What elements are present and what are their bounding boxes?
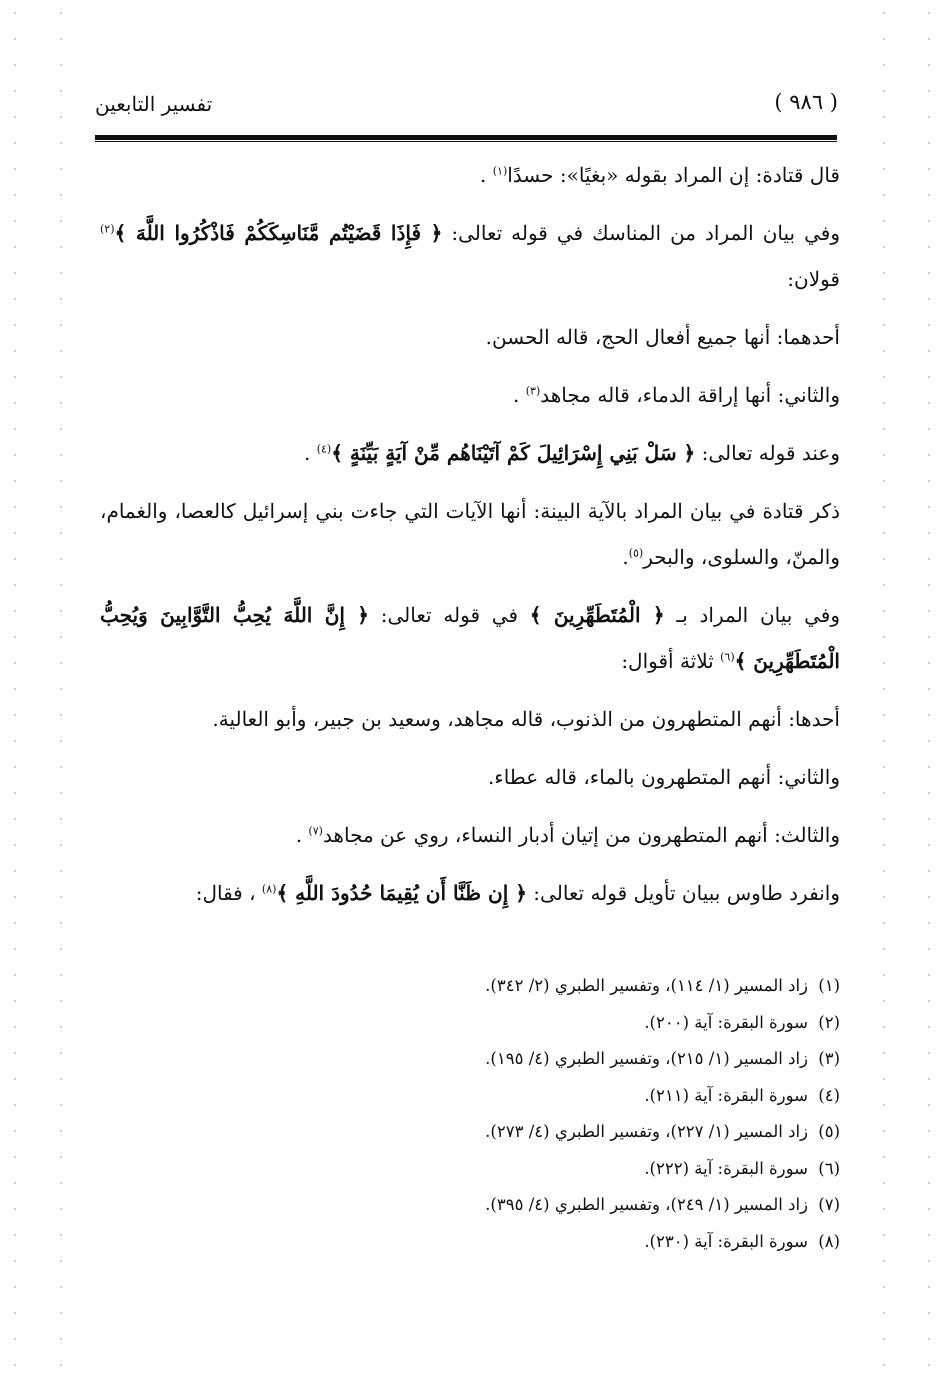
paragraph	[100, 430, 840, 476]
paragraph-text: وانفرد طاوس ببيان تأويل قوله تعالى:	[526, 881, 840, 905]
running-title: تفسير التابعين	[95, 92, 213, 116]
paragraph-text: ، فقال:	[195, 881, 262, 905]
footnote-text: زاد المسير (١/ ٢٢٧)، وتفسير الطبري (٤/ ٢٧٣).	[485, 1122, 808, 1141]
footnote-number: (٣)	[818, 1049, 840, 1068]
footnote-number: (٨)	[818, 1231, 840, 1251]
header-rule-thin	[95, 141, 837, 142]
footnote-reference: (٧)	[308, 824, 323, 838]
footnote-text: زاد المسير (١/ ٢٤٩)، وتفسير الطبري (٤/ ٣٩٥).	[485, 1195, 808, 1214]
footnote	[100, 1187, 840, 1224]
paragraph-text: .	[622, 545, 629, 569]
footnote-reference: (٢)	[100, 222, 115, 236]
paragraph	[100, 210, 840, 302]
quran-verse: ﴿ الْمُتَطَهِّرِينَ ﴾	[529, 603, 665, 627]
quran-verse: ﴿ سَلْ بَنِي إِسْرَائِيلَ كَمْ آتَيْنَاهُم مِّنْ آيَةٍ بَيِّنَةٍ ﴾	[331, 441, 696, 465]
page-header	[95, 88, 838, 136]
footnote-text: سورة البقرة: آية (٢٢٢).	[644, 1158, 808, 1178]
paragraph-text: قولان:	[787, 267, 840, 291]
paragraph	[100, 488, 840, 580]
footnote	[100, 1005, 840, 1042]
paragraph-text: وفي بيان المراد من المناسك في قوله تعالى:	[442, 221, 840, 245]
header-rule	[95, 135, 837, 140]
scan-edge-dots-right	[928, 0, 930, 1373]
footnote-number: (٧)	[818, 1195, 840, 1214]
paragraph	[100, 812, 840, 858]
footnote-reference: (٦)	[720, 650, 735, 664]
footnote-reference: (٣)	[525, 384, 541, 398]
paragraph-text: .	[303, 441, 317, 465]
footnote-text: سورة البقرة: آية (٢١١).	[644, 1085, 808, 1105]
quran-verse: ﴿ إِنَّ اللَّهَ يُحِبُّ التَّوَّابِينَ وَيُحِبُّ الْمُتَطَهِّرِينَ ﴾	[100, 603, 840, 673]
footnote-number: (٥)	[818, 1122, 840, 1141]
footnote-reference: (٥)	[628, 546, 644, 560]
paragraph-text: في قوله تعالى:	[369, 603, 530, 627]
footnote-text: سورة البقرة: آية (٢٠٠).	[644, 1012, 808, 1032]
paragraph-text: أحدها: أنهم المتطهرون من الذنوب، قاله مجاهد، وسعيد بن جبير، وأبو العالية.	[212, 707, 840, 731]
footnote-text: سورة البقرة: آية (٢٣٠).	[644, 1231, 808, 1251]
footnote	[100, 1041, 840, 1078]
paragraph	[100, 592, 840, 684]
body-text	[100, 152, 840, 928]
paragraph	[100, 372, 840, 418]
quran-verse: ﴿ إِن ظَنَّا أَن يُقِيمَا حُدُودَ اللَّهِ ﴾	[276, 881, 527, 905]
footnote	[100, 1078, 840, 1115]
scan-edge-dots-right-inner	[883, 0, 885, 1373]
paragraph	[100, 696, 840, 742]
paragraph	[100, 870, 840, 916]
paragraph-text: والثاني: أنهم المتطهرون بالماء، قاله عطاء.	[487, 765, 840, 789]
paragraph-text: أحدهما: أنها جميع أفعال الحج، قاله الحسن.	[485, 325, 840, 349]
footnote	[100, 1114, 840, 1151]
footnote-text: زاد المسير (١/ ١١٤)، وتفسير الطبري (٢/ ٣٤٢).	[485, 976, 808, 995]
footnotes	[100, 968, 840, 1260]
footnote	[100, 968, 840, 1005]
paragraph-text: .	[513, 383, 526, 407]
footnote-reference: (١)	[492, 164, 508, 178]
page-number: ( ٩٨٦ )	[774, 90, 838, 114]
footnote-number: (١)	[818, 976, 840, 995]
paragraph-text: .	[295, 823, 309, 847]
footnote-number: (٦)	[818, 1158, 840, 1178]
footnote	[100, 1224, 840, 1261]
footnote-text: زاد المسير (١/ ٢١٥)، وتفسير الطبري (٤/ ١٩٥).	[485, 1049, 808, 1068]
paragraph-text: ثلاثة أقوال:	[621, 649, 721, 673]
footnote-number: (٢)	[818, 1012, 840, 1032]
footnote-reference: (٨)	[261, 882, 277, 896]
footnote-number: (٤)	[818, 1085, 840, 1105]
paragraph-text: ذكر قتادة في بيان المراد بالآية البينة: أنها الآيات التي جاءت بني إسرائيل كالعصا، والغمام، والمنّ، والسلوى، والبحر	[100, 499, 840, 569]
scan-edge-dots-left	[14, 0, 16, 1373]
footnote-reference: (٤)	[316, 442, 332, 456]
paragraph-text: قال قتادة: إن المراد بقوله «بغيًا»: حسدًا	[507, 163, 840, 187]
paragraph-text: وعند قوله تعالى:	[695, 441, 840, 465]
paragraph-text: وفي بيان المراد بـ	[664, 603, 841, 627]
paragraph-text: والثاني: أنها إراقة الدماء، قاله مجاهد	[540, 383, 840, 407]
paragraph	[100, 152, 840, 198]
paragraph	[100, 314, 840, 360]
paragraph	[100, 754, 840, 800]
scan-edge-dots-left-inner	[60, 0, 62, 1373]
paragraph-text: والثالث: أنهم المتطهرون من إتيان أدبار النساء، روي عن مجاهد	[322, 823, 840, 847]
quran-verse: ﴿ فَإِذَا قَضَيْتُم مَّنَاسِكَكُمْ فَاذْكُرُوا اللَّهَ ﴾	[114, 221, 443, 245]
footnote	[100, 1151, 840, 1188]
paragraph-text: .	[480, 163, 493, 187]
